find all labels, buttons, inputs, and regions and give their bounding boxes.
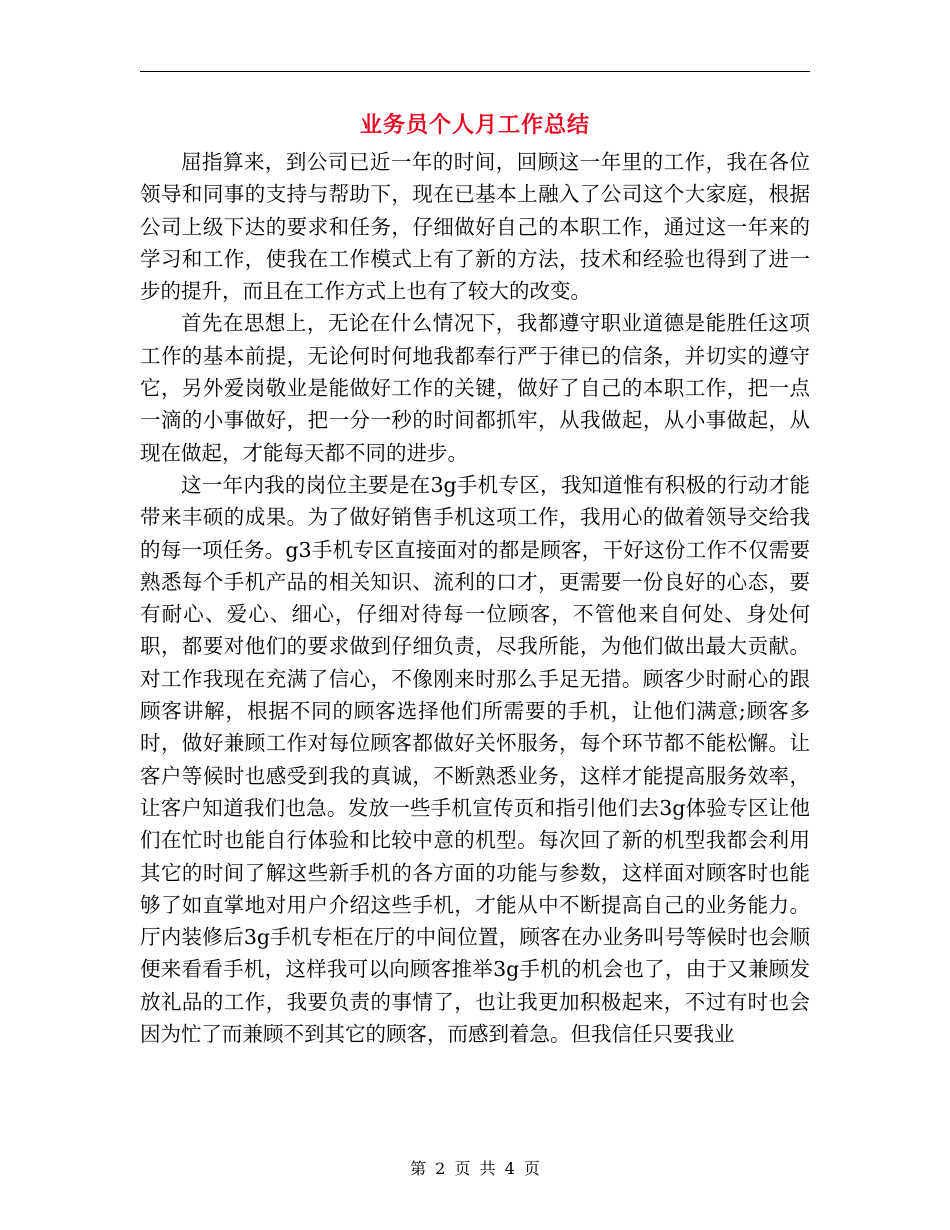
page-footer: 第 2 页 共 4 页 [410, 1159, 540, 1178]
paragraph-2: 首先在思想上，无论在什么情况下，我都遵守职业道德是能胜任这项工作的基本前提，无论何时何地我都奉行严于律已的信条，并切实的遵守它，另外爱岗敬业是能做好工作的关键，做好了自己的本职工作，把一点一滴的小事做好，把一分一秒的时间都抓牢，从我做起，从小事做起，从现在做起，才能每天都不同的进步。 [140, 311, 810, 465]
document-title: 业务员个人月工作总结 [359, 112, 590, 138]
document-body [140, 146, 810, 1050]
header-rule [140, 71, 810, 72]
paragraph-3: 这一年内我的岗位主要是在3g手机专区，我知道惟有积极的行动才能带来丰硕的成果。为了做好销售手机这项工作，我用心的做着领导交给我的每一项任务。g3手机专区直接面对的都是顾客，干好这份工作不仅需要熟悉每个手机产品的相关知识、流利的口才，更需要一份良好的心态，要有耐心、爱心、细心，仔细对待每一位顾客，不管他来自何处、身处何职，都要对他们的要求做到仔细负责，尽我所能，为他们做出最大贡献。对工作我现在充满了信心，不像刚来时那么手足无措。顾客少时耐心的跟顾客讲解，根据不同的顾客选择他们所需要的手机，让他们满意;顾客多时，做好兼顾工作对每位顾客都做好关怀服务，每个环节都不能松懈。让客户等候时也感受到我的真诚，不断熟悉业务，这样才能提高服务效率，让客户知道我们也急。发放一些手机宣传页和指引他们去3g体验专区让他们在忙时也能自行体验和比较中意的机型。每次回了新的机型我都会利用其它的时间了解这些新手机的各方面的功能与参数，这样面对顾客时也能够了如直掌地对用户介绍这些手机，才能从中不断提高自己的业务能力。厅内装修后3g手机专柜在厅的中间位置，顾客在办业务叫号等候时也会顺便来看看手机，这样我可以向顾客推举3g手机的机会也了，由于又兼顾发放礼品的工作，我要负责的事情了，也让我更加积极起来，不过有时也会因为忙了而兼顾不到其它的顾客，而感到着急。但我信任只要我业 [140, 472, 810, 1047]
paragraph-1: 屈指算来，到公司已近一年的时间，回顾这一年里的工作，我在各位领导和同事的支持与帮助下，现在已基本上融入了公司这个大家庭，根据公司上级下达的要求和任务，仔细做好自己的本职工作，通过这一年来的学习和工作，使我在工作模式上有了新的方法，技术和经验也得到了进一步的提升，而且在工作方式上也有了较大的改变。 [140, 150, 810, 304]
